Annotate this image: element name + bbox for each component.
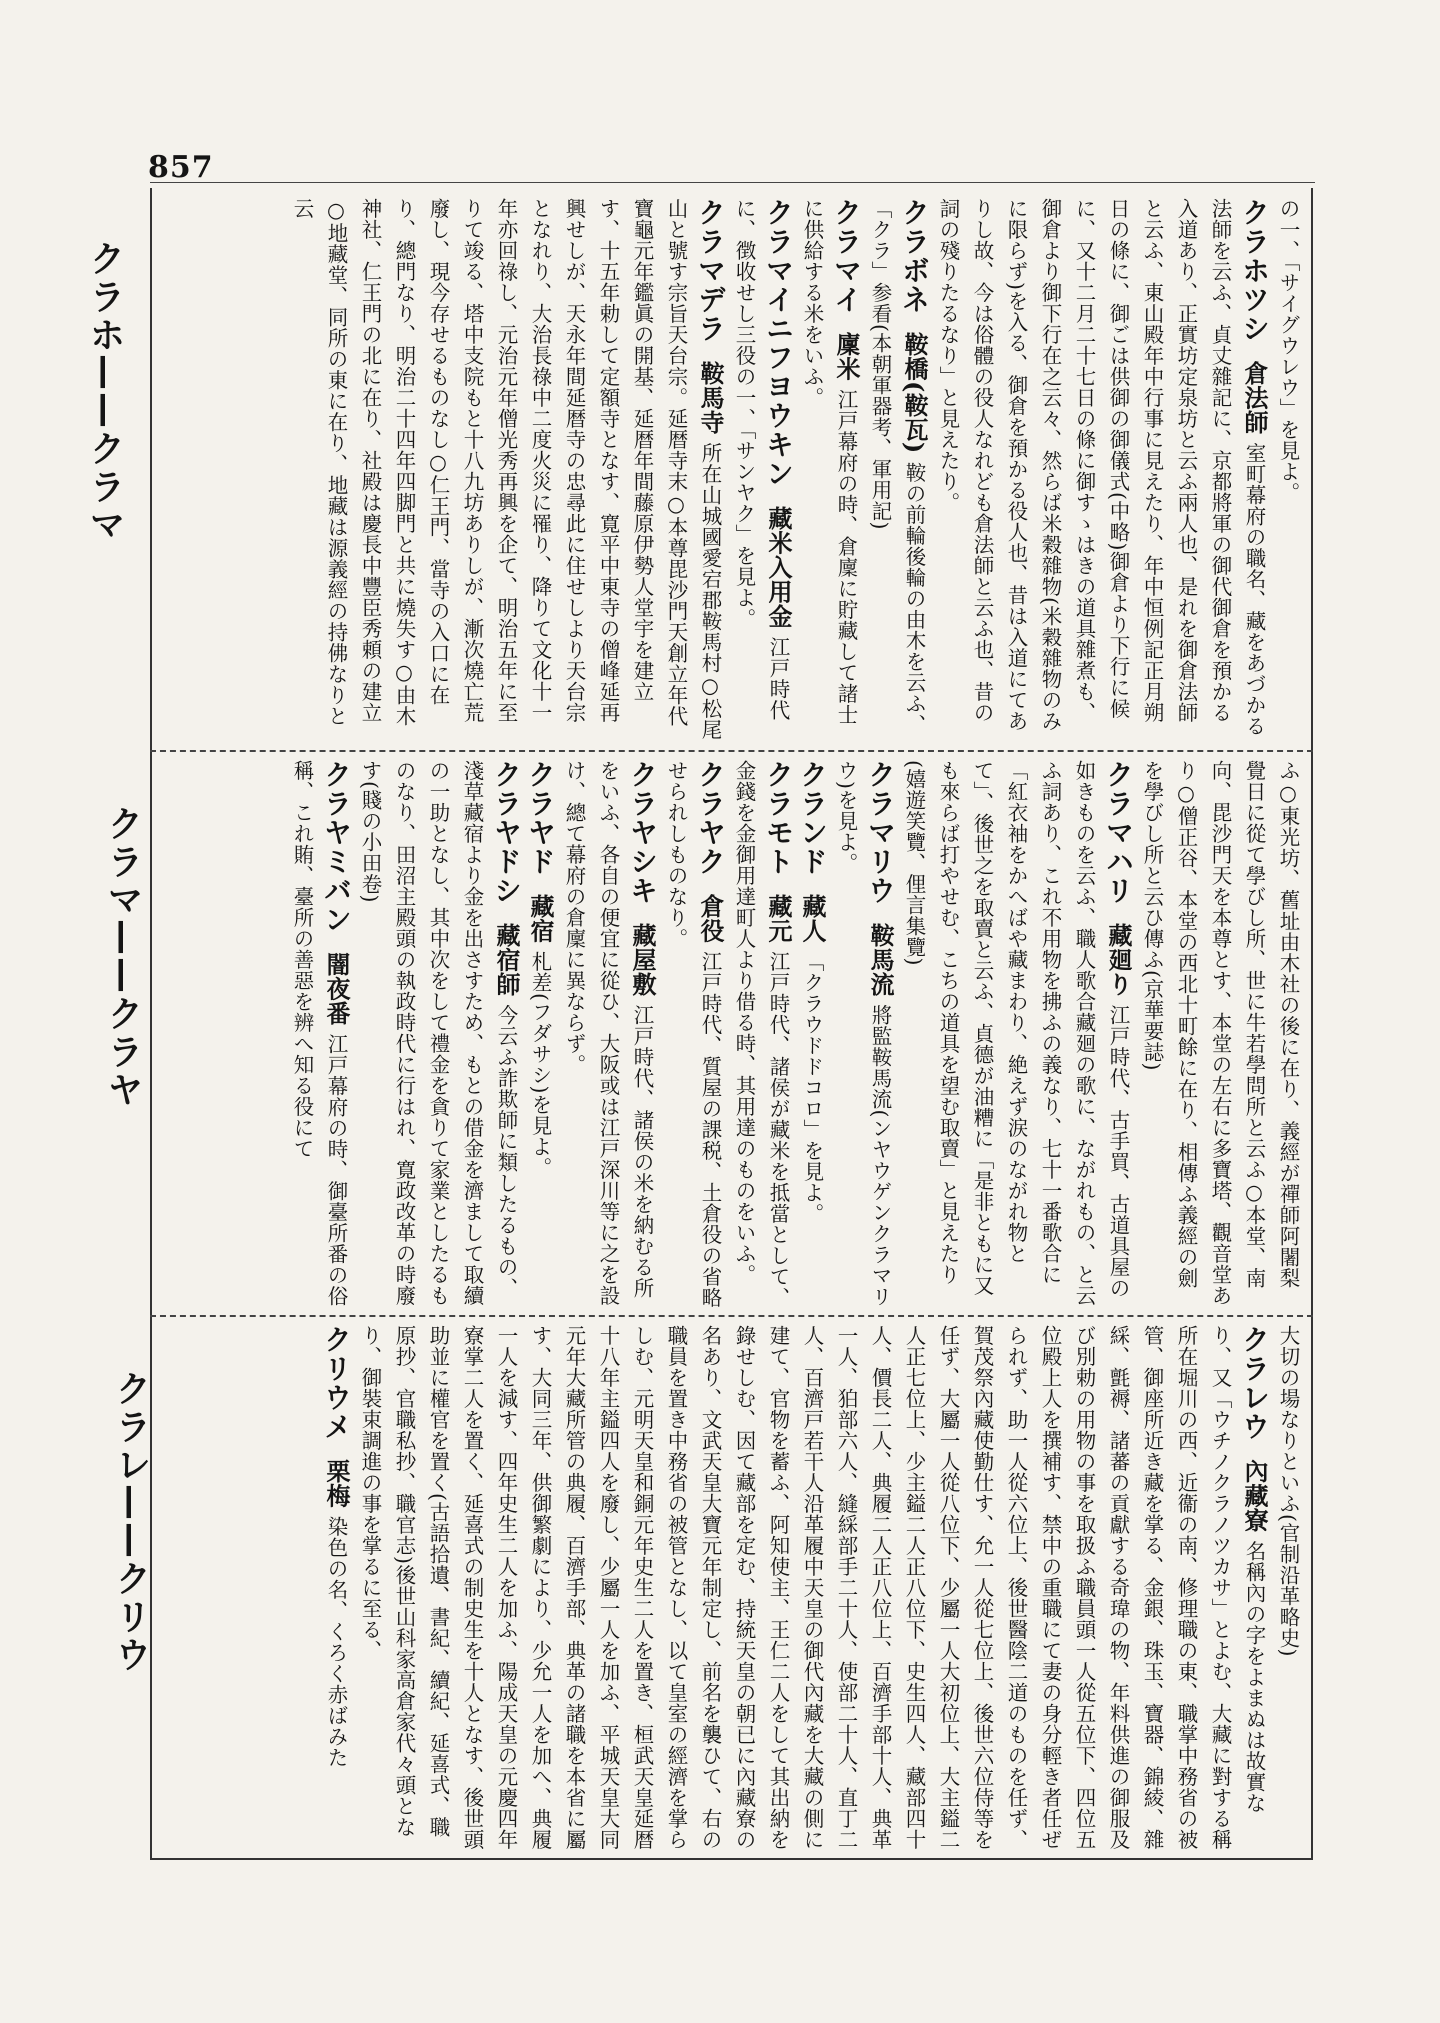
dictionary-entry [319, 1325, 353, 1850]
entry-kanji: 藏米入用金 [764, 506, 793, 629]
entry-headword: クラボネ [898, 198, 931, 314]
entry-text: 室町幕府の職名、藏をあづかる法師を云ふ、貞丈雜記に、京都將軍の御代御倉を預かる入道あり、正實坊定泉坊と云ふ兩人也、是れを御倉法師と云ふ、東山殿年中行事に見えたり、年中恒例記正月朔日の條に、御ごは供御の御儀式(中略)御倉より下行に候に、又十二月二十七日の條に御すゝはきの道具雜煮も、御倉より御下行在之云々、然らば米穀雜物(米穀雜物のみに限らず)を入る、御倉を預かる役人也、昔は入道にてありし故、今は俗體の役人なれども倉法師と云ふ也、昔の詞の殘りたるなり」と見えたり。 [936, 198, 1266, 737]
text-band-1 [158, 198, 1305, 743]
dictionary-entry [931, 198, 1271, 743]
header-rule [150, 182, 1315, 183]
entry-text: 所在山城國愛宕郡鞍馬村○松尾山と號す宗旨天台宗。延暦寺末○本尊毘沙門天創立年代寶龜元年鑑眞の開基、延暦年間藤原伊勢人堂宇を建立す、十五年勅して定額寺となす、寛平中東寺の僧峰延再興せしが、天永年間延暦寺の忠尋此に住せしより天台宗となれり、大治長祿中二度火災に罹り、降りて文化十一年亦回祿し、元治元年僧光秀再興を企て、明治五年に至りて竣る、塔中支院もと十八九坊ありしが、漸次燒亡荒廢し、現今存せるものなし○仁王門、當寺の入口に在り、總門なり、明治二十四年四脚門と共に燒失す○由木神社、仁王門の北に在り、社殿は慶長中豐臣秀頼の建立○地藏堂、同所の東に在り、地藏は源義經の持佛なりと云 [290, 198, 722, 740]
entry-headword: クランド [796, 760, 829, 876]
text-band-2 [158, 760, 1305, 1308]
entry-headword: クラヤミバン [320, 760, 353, 934]
entry-kanji: 廩米 [832, 332, 861, 381]
side-heading-2: クラマ——クラヤ [102, 805, 143, 1109]
dictionary-entry [795, 198, 863, 743]
band-divider-2 [150, 1315, 1313, 1317]
entry-headword: クラモト [762, 760, 795, 876]
dictionary-entry [795, 760, 829, 1308]
dictionary-entry [897, 760, 1135, 1308]
entry-headword: クラマイニフヨウキン [762, 198, 795, 488]
entry-kanji: 藏屋敷 [628, 923, 657, 997]
entry-kanji: 倉法師 [1240, 361, 1269, 435]
dictionary-entry [353, 1325, 1271, 1850]
entry-headword: クラホツシ [1238, 198, 1271, 343]
entry-continuation: 大切の場なりといふ(官制沿革略史) [1276, 1325, 1300, 1657]
entry-kanji: 倉役 [696, 894, 725, 943]
dictionary-entry [523, 760, 557, 1308]
entry-headword: クラマイ [830, 198, 863, 314]
entry-text: 江戸時代に、徴收せし三役の一、「サンヤク」を見よ。 [732, 198, 790, 721]
side-heading-3: クラレ——クリウ [110, 1370, 151, 1674]
dictionary-entry [285, 760, 353, 1308]
entry-text: 名稱內の字をよまぬは故實なり、又「ウチノクラノツカサ」とよむ、大藏に對する稱所在堀川の西、近衞の南、修理職の東、職掌中務省の被管、御座所近き藏を掌る、金銀、珠玉、寶器、錦綾、雜綵、氈褥、諸蕃の貢獻する奇瑋の物、年料供進の御服及び別勅の用物の事を取扱ふ職員頭一人從五位下、四位五位殿上人を撰補す、禁中の重職にて妻の身分輕き者任ぜられず、助一人從六位上、後世醫陰二道のものを任ず、賀茂祭內藏使勤仕す、允一人從七位上、後世六位侍等を任ず、大屬一人從八位下、少屬一人大初位上、大主鎰二人正七位上、少主鎰二人正八位下、史生四人、藏部四十人、價長二人、典履二人正八位上、百濟手部十人、典革一人、狛部六人、縫綵部手二十人、使部二十人、直丁二人、百濟戸若干人沿革履中天皇の御代內藏を大藏の側に建て、官物を蓄ふ、阿知使主、王仁二人をして其出納を錄せしむ、因て藏部を定む、持統天皇の朝已に內藏寮の名あり、文武天皇大寶元年制定し、前名を襲ひて、右の職員を置き中務省の被管となし、以て皇室の經濟を掌らしむ、元明天皇和銅元年史生二人を置き、桓武天皇延暦十八年主鎰四人を廢し、少屬一人を加ふ、平城天皇大同元年大藏所管の典履、百濟手部、典革の諸職を本省に屬す、大同三年、供御繁劇により、少允一人を加へ、典履一人を減す、四年史生二人を加ふ、陽成天皇の元慶四年寮掌二人を置く、延喜式の制史生を十人となす、後世頭助並に權官を置く(古語拾遺、書紀、續紀、延喜式、職原抄、官職私抄、職官志)後世山科家高倉家代々頭となり、御裝束調進の事を掌るに至る、 [358, 1325, 1266, 1850]
entry-headword: クラマリウ [864, 760, 897, 905]
entry-headword: クラマデラ [694, 198, 727, 343]
entry-text: 江戸時代、諸侯の米を納むる所をいふ、各自の便宜に從ひ、大阪或は江戸深川等に之を設け、總て幕府の倉廩に異ならず。 [562, 760, 654, 1306]
entry-text: 鞍の前輪後輪の由木を云ふ、「クラ」参看(本朝軍器考、軍用記) [868, 198, 926, 735]
side-heading-1: クラホ——クラマ [84, 240, 125, 544]
entry-headword: クラヤド [524, 760, 557, 876]
entry-headword: クラレウ [1238, 1325, 1271, 1441]
entry-text: 江戸幕府の時、御臺所番の俗稱、これ賄、臺所の善惡を辨へ知る役にて [290, 760, 348, 1307]
dictionary-entry [727, 198, 795, 743]
entry-text: 江戸時代、古手買、古道具屋の如きものを云ふ、職人歌合藏廻の歌に、ながれもの、と云ふ詞あり、これ不用物を拂ふの義なり、七十一番歌合に「紅衣袖をかへばや藏まわり、絶えず涙のながれ物とて」、後世之を取賣と云ふ、貞德が油糟に「是非ともに又も來らば打やせむ、こちの道具を望む取賣」と見えたり(嬉遊笑覽、俚言集覽) [902, 760, 1130, 1306]
entry-text: 江戸時代、諸侯が藏米を抵當として、金錢を金御用達町人より借る時、其用達のものをいふ。 [732, 760, 790, 1308]
dictionary-entry [727, 760, 795, 1308]
entry-kanji: 藏人 [798, 894, 827, 943]
entry-continuation: の一、「サイグウレウ」を見よ。 [1276, 198, 1300, 503]
entry-text: 「クラウドドコロ」を見よ。 [800, 951, 824, 1224]
entry-text: 今云ふ詐欺師に類したるもの、淺草藏宿より金を出さすため、もとの借金を濟まして取續の一助となし、其中次をして禮金を貪りて家業としたるものなり、田沼主殿頭の執政時代に行はれ、寛政改革の時廢す(賤の小田卷) [358, 760, 518, 1306]
entry-headword: クラヤドシ [490, 760, 523, 905]
dictionary-entry [557, 760, 659, 1308]
dictionary-entry [285, 198, 727, 743]
entry-headword: クリウメ [320, 1325, 353, 1441]
entry-text: 札差(フダサシ)を見よ。 [528, 951, 552, 1178]
entry-kanji: 藏元 [764, 894, 793, 943]
dictionary-entry [353, 760, 523, 1308]
entry-text: 江戸時代、質屋の課税、土倉役の省略せられしものなり。 [664, 760, 722, 1308]
band-divider-1 [150, 750, 1313, 752]
entry-kanji: 鞍橋(鞍瓦) [900, 332, 929, 454]
entry-kanji: 藏宿 [526, 894, 555, 943]
entry-text: 染色の名、くろく赤ばみた [324, 1516, 348, 1768]
entry-text: 將監鞍馬流(ンヤウゲンクラマリウ)を見よ。 [834, 760, 892, 1307]
entry-headword: クラヤシキ [626, 760, 659, 905]
entry-kanji: 栗梅 [322, 1459, 351, 1508]
entry-kanji: 藏廻り [1104, 923, 1133, 997]
dictionary-entry [659, 760, 727, 1308]
page-number: 857 [148, 150, 214, 185]
dictionary-entry [863, 198, 931, 743]
entry-kanji: 藏宿師 [492, 923, 521, 997]
entry-headword: クラヤク [694, 760, 727, 876]
entry-kanji: 鞍馬流 [866, 923, 895, 997]
entry-kanji: 鞍馬寺 [696, 361, 725, 435]
entry-kanji: 內藏寮 [1240, 1459, 1269, 1533]
dictionary-entry [829, 760, 897, 1308]
text-band-3 [158, 1325, 1305, 1850]
entry-continuation: ふ○東光坊、舊址由木社の後に在り、義經が禪師阿闍梨覺日に從て學びし所、世に牛若學問所と云ふ○本堂、南向、毘沙門天を本尊とす、本堂の左右に多寶塔、觀音堂あり○僧正谷、本堂の西北十町餘に在り、相傳ふ義經の劍を學びし所と云ひ傳ふ(京華要誌) [1140, 760, 1300, 1306]
entry-kanji: 闇夜番 [322, 952, 351, 1026]
entry-text: 江戸幕府の時、倉廩に貯藏して諸士に供給する米をいふ。 [800, 198, 858, 725]
entry-headword: クラマハリ [1102, 760, 1135, 905]
